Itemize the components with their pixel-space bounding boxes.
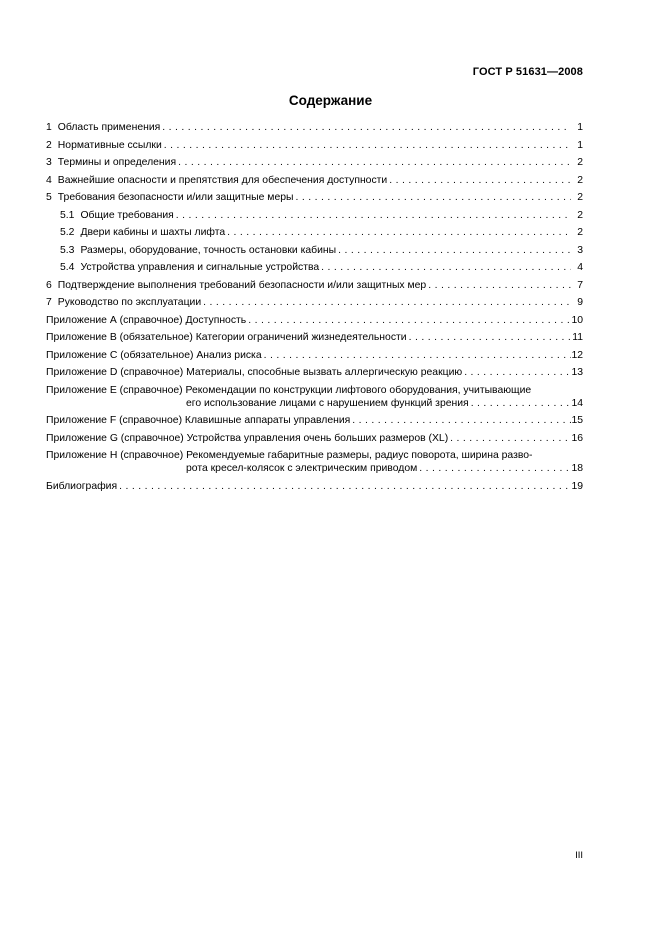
toc-leader-dots xyxy=(174,209,571,222)
toc-leader-dots xyxy=(160,121,571,134)
toc-entry-page: 10 xyxy=(571,314,583,326)
toc-entry-text: Приложение G (справочное) Устройства управления очень больших размеров (XL) xyxy=(46,432,449,444)
toc-entry-text: Библиография xyxy=(46,480,118,492)
toc-leader-dots xyxy=(387,174,571,187)
toc-entry-text: Важнейшие опасности и препятствия для обеспечения доступности xyxy=(57,174,388,186)
toc-leader-dots xyxy=(462,366,571,379)
toc-entry-text: Нормативные ссылки xyxy=(57,139,162,151)
toc-leader-dots xyxy=(176,156,571,169)
toc-subentry[interactable] xyxy=(46,244,583,257)
toc-entry-page: 2 xyxy=(577,209,583,221)
toc-entry[interactable] xyxy=(46,191,583,204)
toc-entry[interactable] xyxy=(46,156,583,169)
toc-appendix-entry[interactable] xyxy=(46,331,583,344)
toc-entry-text: Термины и определения xyxy=(57,157,177,168)
toc-entry-page: 13 xyxy=(571,367,583,378)
toc-entry[interactable] xyxy=(46,480,583,493)
toc-entry-page: 18 xyxy=(571,463,583,474)
toc-entry-text-line1: Приложение Е (справочное) Рекомендации по конструкции лифтового оборудования, учитывающие xyxy=(46,384,532,396)
toc-appendix-entry[interactable] xyxy=(46,314,583,327)
toc-entry[interactable] xyxy=(46,121,583,134)
toc-entry-number: 5.3 xyxy=(60,244,75,256)
toc-appendix-entry[interactable] xyxy=(46,432,583,445)
toc-entry-number: 4 xyxy=(46,174,52,186)
toc-entry-page: 1 xyxy=(577,139,583,151)
toc-entry-page: 15 xyxy=(571,415,583,426)
toc-entry-number: 7 xyxy=(46,297,52,308)
toc-entry-text: Подтверждение выполнения требований безопасности и/или защитных мер xyxy=(57,279,427,291)
toc-appendix-entry[interactable] xyxy=(46,449,583,475)
toc-entry[interactable] xyxy=(46,279,583,292)
toc-entry-page: 16 xyxy=(571,432,583,444)
toc-entry-page: 2 xyxy=(577,227,583,238)
toc-entry-number: 5.4 xyxy=(60,262,75,273)
toc-appendix-entry[interactable] xyxy=(46,414,583,427)
toc-entry-number: 5 xyxy=(46,192,52,203)
toc-entry-page: 14 xyxy=(571,397,583,409)
toc-entry[interactable] xyxy=(46,139,583,152)
toc-entry-text: Устройства управления и сигнальные устройства xyxy=(80,262,320,273)
toc-subentry[interactable] xyxy=(46,209,583,222)
toc-entry-page: 9 xyxy=(577,297,583,308)
toc-entry-number: 3 xyxy=(46,157,52,168)
toc-entry-text-line2: рота кресел-колясок с электрическим приводом xyxy=(186,463,418,474)
toc-appendix-entry[interactable] xyxy=(46,349,583,362)
toc-leader-dots xyxy=(201,296,571,309)
toc-subentry[interactable] xyxy=(46,261,583,274)
toc-entry-page: 19 xyxy=(571,480,583,492)
toc-entry-page: 7 xyxy=(577,279,583,291)
toc-entry-text: Приложение С (обязательное) Анализ риска xyxy=(46,349,262,361)
toc-entry-text: Двери кабины и шахты лифта xyxy=(80,227,226,238)
toc-leader-dots xyxy=(469,397,571,410)
toc-entry-text: Руководство по эксплуатации xyxy=(57,297,202,308)
toc-entry-page: 12 xyxy=(571,349,583,361)
toc-leader-dots xyxy=(262,349,571,362)
toc-entry-page: 2 xyxy=(577,157,583,168)
toc-entry-page: 2 xyxy=(577,192,583,203)
toc-entry-text: Общие требования xyxy=(80,209,174,221)
toc-leader-dots xyxy=(407,331,571,344)
toc-leader-dots xyxy=(336,244,571,257)
toc-entry-number: 2 xyxy=(46,139,52,151)
toc-entry-text: Приложение В (обязательное) Категории ограничений жизнедеятельности xyxy=(46,332,407,343)
toc-leader-dots xyxy=(246,314,571,327)
toc-entry-text-line1: Приложение Н (справочное) Рекомендуемые габаритные размеры, радиус поворота, ширина разво- xyxy=(46,450,533,461)
toc-leader-dots xyxy=(117,480,571,493)
toc-entry-page: 1 xyxy=(577,122,583,133)
toc-entry-number: 6 xyxy=(46,279,52,291)
toc-entry-text: Требования безопасности и/или защитные меры xyxy=(57,192,294,203)
toc-entry-page: 4 xyxy=(577,262,583,273)
toc-title: Содержание xyxy=(288,93,373,108)
page-number: III xyxy=(575,850,583,861)
toc-entry-number: 5.1 xyxy=(60,209,75,221)
toc-leader-dots xyxy=(417,462,571,475)
toc-leader-dots xyxy=(225,226,571,239)
toc-entry-text: Приложение F (справочное) Клавишные аппараты управления xyxy=(46,415,351,426)
toc-entry-text: Область применения xyxy=(57,122,161,133)
toc-subentry[interactable] xyxy=(46,226,583,239)
toc-leader-dots xyxy=(319,261,571,274)
toc-entry-text: Приложение D (справочное) Материалы, способные вызвать аллергическую реакцию xyxy=(46,367,463,378)
toc-entry[interactable] xyxy=(46,296,583,309)
toc-entry-text: Приложение А (справочное) Доступность xyxy=(46,314,247,326)
toc-appendix-entry[interactable] xyxy=(46,384,583,410)
toc-entry[interactable] xyxy=(46,174,583,187)
toc-leader-dots xyxy=(350,414,571,427)
toc-entry-number: 1 xyxy=(46,122,52,133)
toc-entry-text-line2: его использование лицами с нарушением функций зрения xyxy=(186,397,469,409)
toc-leader-dots xyxy=(426,279,571,292)
toc-entry-number: 5.2 xyxy=(60,227,75,238)
toc-leader-dots xyxy=(162,139,571,152)
toc-leader-dots xyxy=(293,191,571,204)
toc-leader-dots xyxy=(448,432,571,445)
toc-entry-page: 2 xyxy=(577,174,583,186)
table-of-contents xyxy=(46,121,583,497)
toc-entry-page: 11 xyxy=(572,332,583,343)
toc-appendix-entry[interactable] xyxy=(46,366,583,379)
toc-entry-page: 3 xyxy=(577,244,583,256)
document-code: ГОСТ Р 51631—2008 xyxy=(472,66,583,78)
toc-entry-text: Размеры, оборудование, точность остановки кабины xyxy=(80,244,337,256)
